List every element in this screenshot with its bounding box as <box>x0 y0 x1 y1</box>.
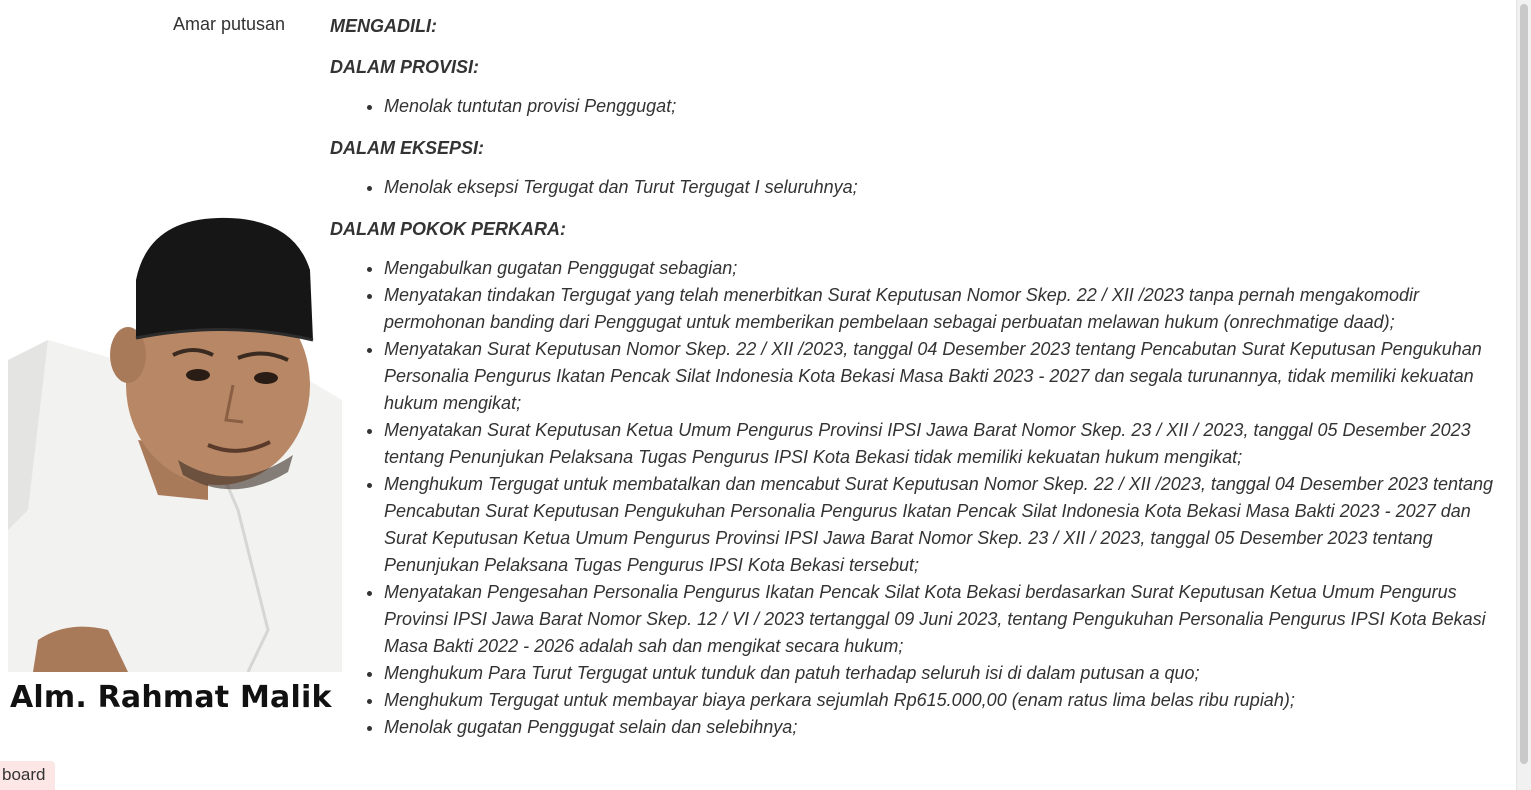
list-item: • Menyatakan Pengesahan Personalia Pengurus Ikatan Pencak Silat Kota Bekasi berdasarkan Surat Keputusan Ketua Umum Pengurus Provinsi IPSI Jawa Barat Nomor Skep. 12 / VI / 2023 tertanggal 09 Juni 2023, tentang Pengukuhan Personalia Pengurus IPSI Kota Bekasi Masa Bakti 2022 - 2026 adalah sah dan mengikat secara hukum; <box>384 579 1514 660</box>
scrollbar-thumb[interactable] <box>1520 4 1528 764</box>
right-eye <box>254 372 278 384</box>
heading-mengadili: MENGADILI: <box>330 16 437 36</box>
list-item: • Menolak gugatan Penggugat selain dan selebihnya; <box>384 714 1514 741</box>
eksepsi-list <box>330 174 1514 201</box>
list-item: • Menghukum Tergugat untuk membayar biaya perkara sejumlah Rp615.000,00 (enam ratus lima belas ribu rupiah); <box>384 687 1514 714</box>
heading-dalam-provisi: DALAM PROVISI: <box>330 57 480 77</box>
field-label-amar-putusan: Amar putusan <box>173 14 286 34</box>
portrait-illustration <box>8 210 342 672</box>
list-item: • Menghukum Tergugat untuk membatalkan dan mencabut Surat Keputusan Nomor Skep. 22 / XII /2023, tanggal 04 Desember 2023 tentang Pencabutan Surat Keputusan Pengukuhan Personalia Pengurus Ikatan Pencak Silat Indonesia Kota Bekasi Masa Bakti 2023 - 2027 dan Surat Keputusan Ketua Umum Pengurus Provinsi IPSI Jawa Barat Nomor Skep. 23 / XII / 2023, tanggal 05 Desember 2023 tentang Penunjukan Pelaksana Tugas Pengurus IPSI Kota Bekasi tersebut; <box>384 471 1514 579</box>
photo-caption: Alm. Rahmat Malik <box>10 680 332 715</box>
provisi-list <box>330 93 1514 120</box>
list-item: • Menolak tuntutan provisi Penggugat; <box>384 93 1514 120</box>
corner-tag[interactable]: board <box>0 761 55 790</box>
list-item: • Menyatakan Surat Keputusan Nomor Skep. 22 / XII /2023, tanggal 04 Desember 2023 tentang Pencabutan Surat Keputusan Pengukuhan Personalia Pengurus Ikatan Pencak Silat Indonesia Kota Bekasi Masa Bakti 2023 - 2027 dan segala turunannya, tidak memiliki kekuatan hukum mengikat; <box>384 336 1514 417</box>
list-item: • Menyatakan tindakan Tergugat yang telah menerbitkan Surat Keputusan Nomor Skep. 22 / XII /2023 tanpa pernah mengakomodir permohonan banding dari Penggugat untuk memberikan pembelaan sebagai perbuatan melawan hukum (onrechmatige daad); <box>384 282 1514 336</box>
left-eye <box>186 369 210 381</box>
portrait-photo <box>8 210 342 672</box>
black-peci-cap <box>136 218 313 340</box>
list-item: • Mengabulkan gugatan Penggugat sebagian; <box>384 255 1514 282</box>
list-item: • Menolak eksepsi Tergugat dan Turut Tergugat I seluruhnya; <box>384 174 1514 201</box>
list-item: • Menyatakan Surat Keputusan Ketua Umum Pengurus Provinsi IPSI Jawa Barat Nomor Skep. 23 / XII / 2023, tanggal 05 Desember 2023 tentang Penunjukan Pelaksana Tugas Pengurus IPSI Kota Bekasi tidak memiliki kekuatan hukum mengikat; <box>384 417 1514 471</box>
heading-dalam-eksepsi: DALAM EKSEPSI: <box>330 138 485 158</box>
list-item: • Menghukum Para Turut Tergugat untuk tunduk dan patuh terhadap seluruh isi di dalam putusan a quo; <box>384 660 1514 687</box>
heading-dalam-pokok-perkara: DALAM POKOK PERKARA: <box>330 219 566 239</box>
vertical-scrollbar[interactable] <box>1516 0 1531 790</box>
pokok-perkara-list <box>330 255 1514 741</box>
